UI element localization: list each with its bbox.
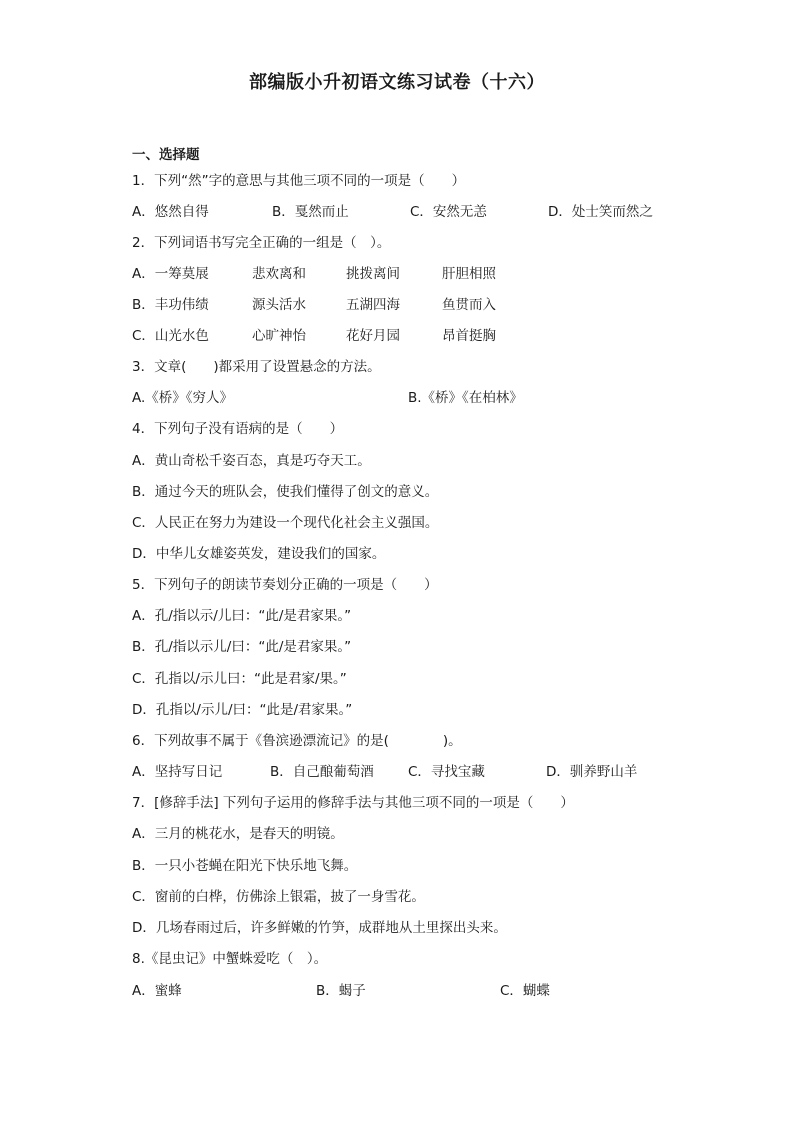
- q1-option-a: A．悠然自得: [132, 204, 209, 220]
- q2-option-a-word-4: 肝胆相照: [442, 266, 496, 282]
- q8-option-c: C．蝴蝶: [500, 983, 550, 999]
- question-8-stem: 8.《昆虫记》中蟹蛛爱吃（ ）。: [132, 951, 328, 967]
- q4-option-a: A．黄山奇松千姿百态，真是巧夺天工。: [132, 453, 371, 469]
- q8-option-a: A．蜜蜂: [132, 983, 182, 999]
- q7-option-a: A．三月的桃花水，是春天的明镜。: [132, 826, 344, 842]
- q2-option-b-word-3: 五湖四海: [346, 297, 400, 313]
- q7-option-b: B．一只小苍蝇在阳光下快乐地飞舞。: [132, 858, 358, 874]
- q2-option-c-word-2: 心旷神怡: [252, 328, 306, 344]
- q2-option-a-word-1: A．一筹莫展: [132, 266, 209, 282]
- q2-option-a-word-2: 悲欢离和: [252, 266, 306, 282]
- q6-option-c: C．寻找宝藏: [408, 764, 485, 780]
- question-5-stem: 5．下列句子的朗读节奏划分正确的一项是（ ）: [132, 577, 438, 593]
- question-2-stem: 2．下列词语书写完全正确的一组是（ ）。: [132, 235, 391, 251]
- q7-option-d: D．几场春雨过后，许多鲜嫩的竹笋，成群地从土里探出头来。: [132, 920, 507, 936]
- page-title: 部编版小升初语文练习试卷（十六）: [249, 72, 545, 93]
- q2-option-c-word-3: 花好月园: [346, 328, 400, 344]
- question-1-stem: 1．下列“然”字的意思与其他三项不同的一项是（ ）: [132, 173, 466, 189]
- q3-option-a: A.《桥》《穷人》: [132, 390, 234, 406]
- q1-option-d: D．处士笑而然之: [548, 204, 653, 220]
- q3-option-b: B.《桥》《在柏林》: [408, 390, 523, 406]
- q2-option-b-word-2: 源头活水: [252, 297, 306, 313]
- q2-option-b-word-1: B．丰功伟绩: [132, 297, 209, 313]
- q5-option-a: A．孔/指以示/儿曰：“此/是君家果。”: [132, 608, 352, 624]
- q5-option-c: C．孔指以/示儿曰：“此是君家/果。”: [132, 671, 347, 687]
- q2-option-b-word-4: 鱼贯而入: [442, 297, 496, 313]
- question-3-stem: 3．文章( )都采用了设置悬念的方法。: [132, 359, 381, 375]
- q1-option-c: C．安然无恙: [410, 204, 487, 220]
- section-heading: 一、选择题: [132, 147, 200, 163]
- q2-option-a-word-3: 挑拨离间: [346, 266, 400, 282]
- q6-option-d: D．驯养野山羊: [546, 764, 638, 780]
- q5-option-b: B．孔/指以示儿/曰：“此/是君家果。”: [132, 639, 352, 655]
- q4-option-d: D．中华儿女雄姿英发，建设我们的国家。: [132, 546, 386, 562]
- question-4-stem: 4．下列句子没有语病的是（ ）: [132, 421, 344, 437]
- q6-option-a: A．坚持写日记: [132, 764, 223, 780]
- q4-option-b: B．通过今天的班队会，使我们懂得了创文的意义。: [132, 484, 439, 500]
- q6-option-b: B．自己酿葡萄酒: [270, 764, 374, 780]
- q8-option-b: B．蝎子: [316, 983, 366, 999]
- question-6-stem: 6．下列故事不属于《鲁滨逊漂流记》的是( )。: [132, 733, 462, 749]
- q1-option-b: B．戛然而止: [272, 204, 349, 220]
- question-7-stem: 7．[修辞手法] 下列句子运用的修辞手法与其他三项不同的一项是（ ）: [132, 795, 574, 811]
- q2-option-c-word-4: 昂首挺胸: [442, 328, 496, 344]
- q7-option-c: C．窗前的白桦，仿佛涂上银霜，披了一身雪花。: [132, 889, 425, 905]
- q2-option-c-word-1: C．山光水色: [132, 328, 209, 344]
- q4-option-c: C．人民正在努力为建设一个现代化社会主义强国。: [132, 515, 439, 531]
- q5-option-d: D．孔指以/示儿/曰：“此是/君家果。”: [132, 702, 353, 718]
